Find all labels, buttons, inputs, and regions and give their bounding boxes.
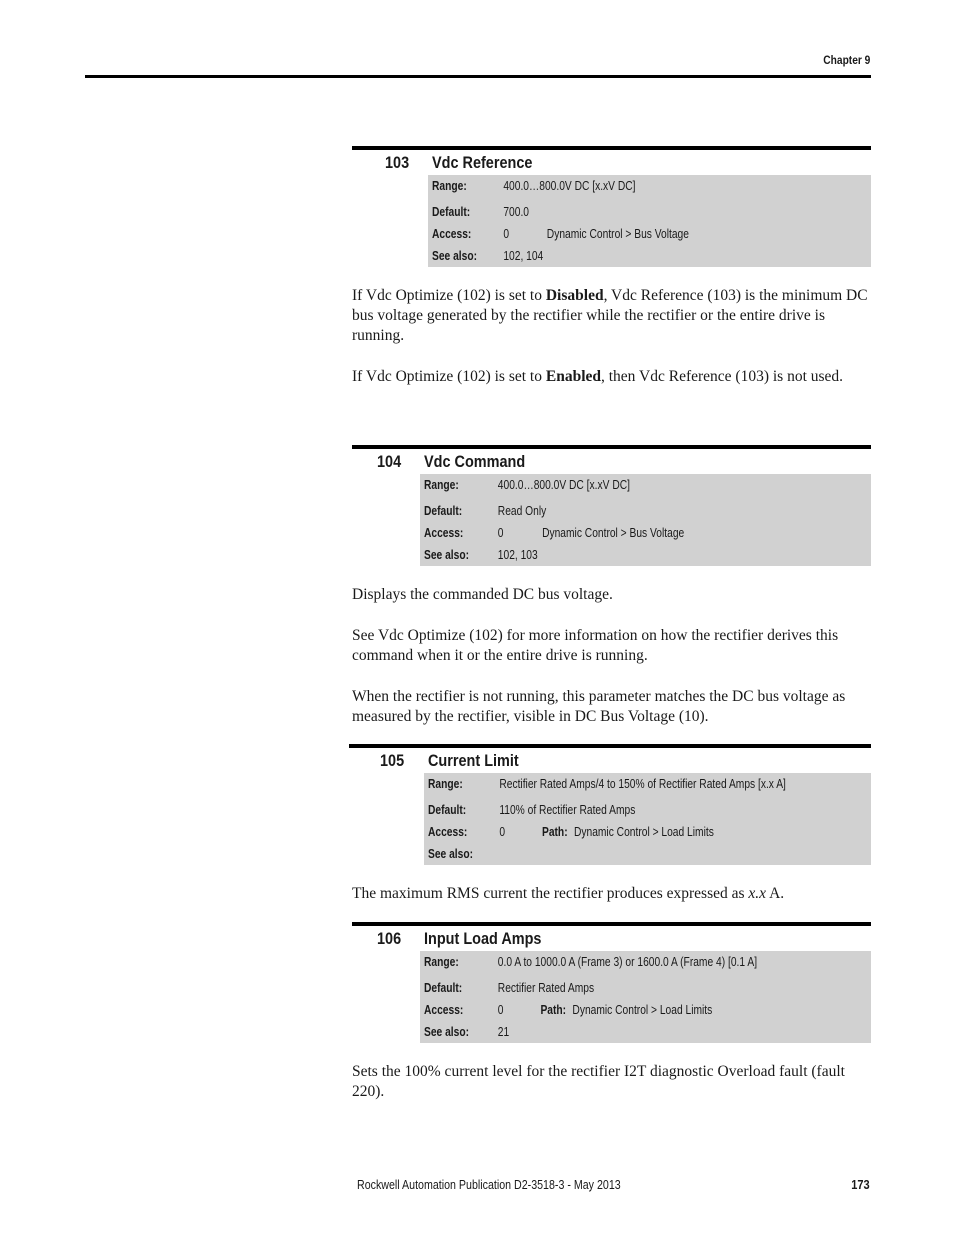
path-label: Path: <box>540 1003 567 1017</box>
path-label: Path: <box>541 825 568 839</box>
range-value: 400.0…800.0V DC [x.xV DC] <box>497 478 630 492</box>
access-value: 0 <box>497 1003 504 1017</box>
see-also-value: 102, 103 <box>497 548 538 562</box>
range-value: Rectifier Rated Amps/4 to 150% of Rectifier Rated Amps [x.x A] <box>499 777 786 791</box>
param-table <box>420 951 871 1043</box>
default-label: Default: <box>424 981 463 995</box>
param-title: Vdc Command <box>424 452 526 471</box>
see-also-label: See also: <box>424 548 470 562</box>
default-value: 110% of Rectifier Rated Amps <box>499 803 636 817</box>
access-label: Access: <box>428 825 468 839</box>
param-103 <box>352 146 871 267</box>
default-value: Read Only <box>497 504 547 518</box>
paragraph: If Vdc Optimize (102) is set to Enabled, then Vdc Reference (103) is not used. <box>352 368 844 385</box>
paragraph: Sets the 100% current level for the rectifier I2T diagnostic Overload fault (fault 220). <box>352 1063 845 1100</box>
page-number: 173 <box>851 1177 870 1192</box>
param-104 <box>352 445 871 566</box>
param-title: Input Load Amps <box>424 929 542 948</box>
param-title: Vdc Reference <box>432 153 533 172</box>
access-label: Access: <box>432 227 472 241</box>
range-label: Range: <box>424 478 459 492</box>
paragraph: Displays the commanded DC bus voltage. <box>352 586 613 603</box>
range-label: Range: <box>424 955 459 969</box>
param-table <box>420 474 871 566</box>
paragraph: See Vdc Optimize (102) for more information on how the rectifier derives this command when it or the entire drive is running. <box>352 627 839 664</box>
default-label: Default: <box>424 504 463 518</box>
default-label: Default: <box>428 803 467 817</box>
range-value: 0.0 A to 1000.0 A (Frame 3) or 1600.0 A (Frame 4) [0.1 A] <box>497 955 758 969</box>
access-path: Dynamic Control > Load Limits <box>572 1003 713 1017</box>
paragraph: When the rectifier is not running, this parameter matches the DC bus voltage as measured by the rectifier, visible in DC Bus Voltage (10). <box>352 688 846 725</box>
paragraph: The maximum RMS current the rectifier produces expressed as x.x A. <box>352 885 785 902</box>
footer-publication: Rockwell Automation Publication D2-3518-3 - May 2013 <box>357 1177 621 1192</box>
param-table <box>428 175 871 267</box>
header-rule <box>85 75 871 78</box>
param-table <box>424 773 871 865</box>
param-number: 106 <box>377 929 402 948</box>
access-value: 0 <box>497 526 504 540</box>
chapter-label: Chapter 9 <box>822 53 870 67</box>
range-value: 400.0…800.0V DC [x.xV DC] <box>503 179 636 193</box>
access-label: Access: <box>424 1003 464 1017</box>
see-also-value: 102, 104 <box>503 249 544 263</box>
param-number: 103 <box>385 153 410 172</box>
access-path: Dynamic Control > Bus Voltage <box>546 227 689 241</box>
access-path: Dynamic Control > Bus Voltage <box>542 526 685 540</box>
range-label: Range: <box>432 179 467 193</box>
default-value: 700.0 <box>503 205 529 219</box>
param-title: Current Limit <box>428 751 519 770</box>
param-number: 105 <box>380 751 405 770</box>
paragraph: If Vdc Optimize (102) is set to Disabled, Vdc Reference (103) is the minimum DC bus voltage generated by the rectifier while the rectifier or the entire drive is running. <box>352 287 868 344</box>
access-path: Dynamic Control > Load Limits <box>573 825 714 839</box>
access-label: Access: <box>424 526 464 540</box>
see-also-label: See also: <box>424 1025 470 1039</box>
see-also-value: 21 <box>497 1025 510 1039</box>
param-106 <box>352 922 871 1043</box>
access-value: 0 <box>503 227 510 241</box>
param-number: 104 <box>377 452 402 471</box>
range-label: Range: <box>428 777 463 791</box>
see-also-label: See also: <box>428 847 474 861</box>
default-label: Default: <box>432 205 471 219</box>
default-value: Rectifier Rated Amps <box>497 981 595 995</box>
see-also-label: See also: <box>432 249 478 263</box>
access-value: 0 <box>499 825 506 839</box>
param-105 <box>349 744 871 865</box>
